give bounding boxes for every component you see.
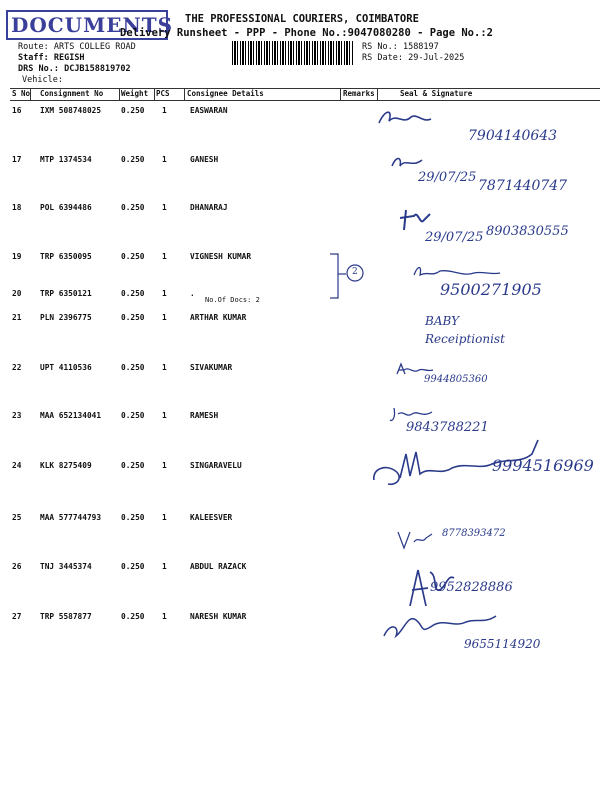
route-value: ARTS COLLEG ROAD: [53, 42, 136, 52]
signature-19: [412, 263, 502, 281]
sno-cell: 24: [12, 461, 22, 470]
rs-no-info: [362, 42, 439, 52]
weight-cell: 0.250: [121, 562, 145, 571]
drs-value: DCJB158819702: [64, 64, 131, 74]
weight-cell: 0.250: [121, 612, 145, 621]
date-17: 29/07/25: [418, 170, 477, 185]
phone-26: 9952828886: [430, 580, 513, 595]
receiver-name-21: BABY: [425, 314, 460, 328]
consignee-cell: ABDUL RAZACK: [190, 562, 247, 571]
weight-cell: 0.250: [121, 155, 145, 164]
rs-no-label: RS No.:: [362, 42, 398, 52]
pcs-cell: 1: [162, 252, 167, 261]
runsheet-title: Delivery Runsheet - PPP - Phone No.:9047080280 - Page No.:2: [120, 27, 493, 39]
col-signature: Seal & Signature: [400, 89, 473, 98]
pcs-cell: 1: [162, 363, 167, 372]
weight-cell: 0.250: [121, 106, 145, 115]
consignee-cell: RAMESH: [190, 411, 219, 420]
weight-cell: 0.250: [121, 513, 145, 522]
consignee-cell: DHANARAJ: [190, 203, 228, 212]
route-label: Route:: [18, 42, 49, 52]
consignment-cell: IXM 508748025: [40, 106, 102, 115]
pcs-cell: 1: [162, 155, 167, 164]
consignee-cell: SINGARAVELU: [190, 461, 242, 470]
no-of-docs: No.Of Docs: 2: [205, 296, 260, 304]
weight-cell: 0.250: [121, 203, 145, 212]
consignment-cell: TNJ 3445374: [40, 562, 92, 571]
pcs-cell: 1: [162, 562, 167, 571]
staff-label: Staff:: [18, 53, 49, 63]
col-weight: Weight: [121, 89, 149, 98]
sno-cell: 23: [12, 411, 22, 420]
sno-cell: 22: [12, 363, 22, 372]
consignment-cell: MAA 577744793: [40, 513, 102, 522]
consignment-cell: TRP 6350095: [40, 252, 92, 261]
sno-cell: 26: [12, 562, 22, 571]
group-bracket: [326, 252, 366, 302]
sno-cell: 25: [12, 513, 22, 522]
consignment-cell: KLK 8275409: [40, 461, 92, 470]
vehicle-info: [22, 75, 63, 85]
sno-cell: 19: [12, 252, 22, 261]
pcs-cell: 1: [162, 313, 167, 322]
col-consignee: Consignee Details: [187, 89, 264, 98]
phone-23: 9843788221: [406, 420, 489, 435]
sno-cell: 18: [12, 203, 22, 212]
pcs-cell: 1: [162, 513, 167, 522]
pcs-cell: 1: [162, 289, 167, 298]
company-title: THE PROFESSIONAL COURIERS, COIMBATORE: [185, 13, 419, 25]
phone-16: 7904140643: [468, 128, 558, 144]
weight-cell: 0.250: [121, 411, 145, 420]
rs-date-value: 29-Jul-2025: [408, 53, 465, 63]
consignment-cell: UPT 4110536: [40, 363, 92, 372]
consignee-cell: ARTHAR KUMAR: [190, 313, 247, 322]
vehicle-label: Vehicle:: [22, 75, 63, 85]
sno-cell: 20: [12, 289, 22, 298]
phone-25: 8778393472: [442, 528, 506, 539]
barcode: [232, 41, 354, 65]
consignee-cell: KALEESVER: [190, 513, 233, 522]
col-consignment: Consignment No: [40, 89, 104, 98]
col-remarks: Remarks: [343, 89, 375, 98]
pcs-cell: 1: [162, 612, 167, 621]
receiver-role-21: Receiptionist: [425, 332, 505, 346]
signature-18: [398, 206, 438, 232]
signature-25: [396, 528, 436, 552]
pcs-cell: 1: [162, 411, 167, 420]
date-18: 29/07/25: [425, 230, 484, 245]
consignment-cell: TRP 5587877: [40, 612, 92, 621]
rs-no-value: 1588197: [402, 42, 439, 52]
consignee-cell: NARESH KUMAR: [190, 612, 247, 621]
pcs-cell: 1: [162, 203, 167, 212]
staff-value: REGISH: [53, 53, 85, 63]
rs-date-label: RS Date:: [362, 53, 403, 63]
pcs-cell: 1: [162, 106, 167, 115]
sno-cell: 16: [12, 106, 22, 115]
weight-cell: 0.250: [121, 461, 145, 470]
phone-18: 8903830555: [486, 224, 569, 239]
consignment-cell: TRP 6350121: [40, 289, 92, 298]
consignment-cell: MAA 652134041: [40, 411, 102, 420]
sno-cell: 21: [12, 313, 22, 322]
phone-17: 7871440747: [478, 178, 568, 194]
drs-label: DRS No.:: [18, 64, 59, 74]
weight-cell: 0.250: [121, 289, 145, 298]
consignment-cell: PLN 2396775: [40, 313, 92, 322]
signature-16: [375, 105, 435, 133]
drs-info: [18, 64, 131, 74]
rs-date-info: [362, 53, 464, 63]
phone-19: 9500271905: [440, 280, 542, 299]
route-info: [18, 42, 136, 52]
consignment-cell: POL 6394486: [40, 203, 92, 212]
phone-22: 9944805360: [424, 374, 488, 385]
consignee-cell: SIVAKUMAR: [190, 363, 233, 372]
consignee-cell: VIGNESH KUMAR: [190, 252, 252, 261]
col-pcs: PCS: [156, 89, 170, 98]
consignee-cell: EASWARAN: [190, 106, 228, 115]
documents-stamp: DOCUMENTS: [6, 10, 168, 40]
consignee-cell: .: [190, 289, 195, 298]
sno-cell: 17: [12, 155, 22, 164]
sno-cell: 27: [12, 612, 22, 621]
weight-cell: 0.250: [121, 363, 145, 372]
pcs-cell: 1: [162, 461, 167, 470]
weight-cell: 0.250: [121, 252, 145, 261]
consignment-cell: MTP 1374534: [40, 155, 92, 164]
group-count-mark: 2: [352, 267, 358, 277]
phone-27: 9655114920: [464, 637, 541, 651]
staff-info: [18, 53, 85, 63]
phone-24: 9994516969: [492, 456, 594, 475]
col-sno: S No: [12, 89, 31, 98]
weight-cell: 0.250: [121, 313, 145, 322]
consignee-cell: GANESH: [190, 155, 219, 164]
